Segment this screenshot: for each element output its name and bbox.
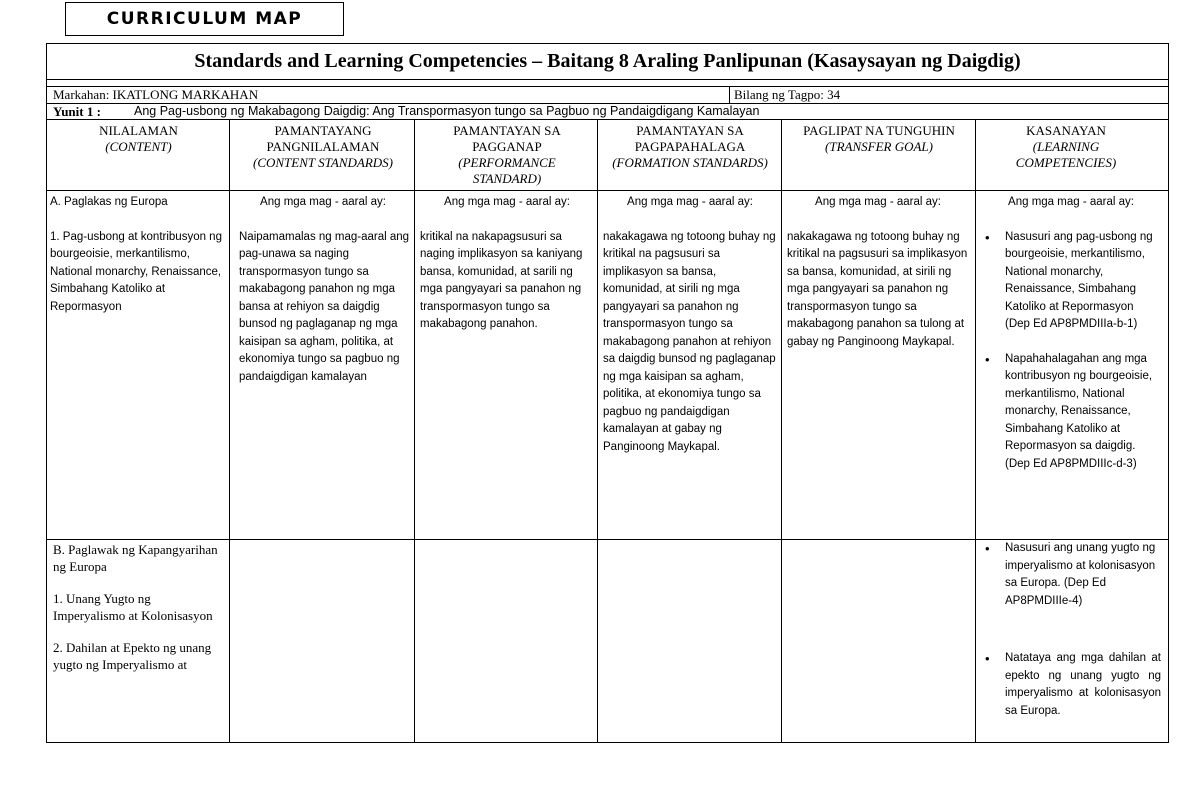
markahan-row (47, 87, 1168, 104)
header-competencies: KASANAYAN (LEARNING COMPETENCIES) (1015, 123, 1117, 170)
rowA-transfer-goal: Ang mga mag - aaral ay: nakakagawa ng totoong buhay ng kritikal na pagsusuri sa implikasyon sa bansa, komunidad, at sirili ng mga pangyayari sa panahon ng transpormasyon tungo sa makabagong panahon sa tulong at gabay ng Panginoong Maykapal. (787, 196, 968, 348)
rowA-content-standards: Ang mga mag - aaral ay: Naipamamalas ng mag-aaral ang pag-unawa sa naging transpormasyon tungo sa makabagong panahon ng mga bansa at rehiyon sa daigdig bunsod ng paglaganap ng mga kaisipan sa agham, politika, at ekonomiya tungo sa pagbuo ng pandaigdigan kamalayan (239, 196, 410, 383)
unit-row (47, 104, 1168, 120)
curriculum-table (46, 43, 1169, 743)
unit-label: Yunit 1 : (53, 104, 101, 119)
header-performance: PAMANTAYAN SA PAGGANAP (PERFORMANCE STANDARD) (453, 123, 561, 186)
competency-item: • Natataya ang mga dahilan at epekto ng unang yugto ng imperyalismo at kolonisasyon sa Europa. (981, 650, 1161, 720)
unit-title: Ang Pag-usbong ng Makabagong Daigdig: Ang Transpormasyon tungo sa Pagbuo ng Pandaigdigang Kamalayan (134, 104, 760, 118)
competency-item: • Nasusuri ang unang yugto ng imperyalismo at kolonisasyon sa Europa. (Dep Ed AP8PMDIIIe-4) (981, 540, 1161, 610)
competency-item: • Napahahalagahan ang mga kontribusyon ng bourgeoisie, merkantilismo, National monarchy, Renaissance, Simbahang Katoliko at Repormasyon sa daigdig. (Dep Ed AP8PMDIIIc-d-3) (981, 351, 1161, 474)
rowA-content: A. Paglakas ng Europa 1. Pag-usbong at kontribusyon ng bourgeoisie, merkantilismo, National monarchy, Renaissance, Simbahang Katoliko at Repormasyon (50, 196, 222, 313)
competency-item: • Nasusuri ang pag-usbong ng bourgeoisie, merkantilismo, National monarchy, Renaissance, Simbahang Katoliko at Repormasyon (Dep Ed AP8PMDIIIa-b-1) (981, 229, 1161, 334)
bilang-ng-tagpo: Bilang ng Tagpo: 34 (729, 87, 840, 103)
curriculum-map-badge: CURRICULUM MAP (65, 2, 344, 36)
rowB-competencies (981, 540, 1161, 720)
rowA-performance: Ang mga mag - aaral ay: kritikal na nakapagsusuri sa naging implikasyon sa kaniyang bansa, komunidad, at sarili ng mga pangyayari sa panahon ng transpormasyon tungo sa makabagong panahon. (420, 196, 583, 330)
markahan-label: Markahan: IKATLONG MARKAHAN (53, 87, 259, 102)
header-formation: PAMANTAYAN SA PAGPAPAHALAGA (FORMATION STANDARDS) (612, 123, 768, 170)
spacer-row (47, 80, 1168, 87)
table-title: Standards and Learning Competencies – Baitang 8 Araling Panlipunan (Kasaysayan ng Daigdig) (47, 44, 1168, 80)
header-transfer-goal: PAGLIPAT NA TUNGUHIN (TRANSFER GOAL) (803, 123, 955, 154)
header-rule (47, 190, 1168, 191)
header-content-standards: PAMANTAYANG PANGNILALAMAN (CONTENT STANDARDS) (252, 123, 393, 170)
rowA-formation: Ang mga mag - aaral ay: nakakagawa ng totoong buhay ng kritikal na pagsusuri sa implikasyon sa bansa, komunidad, at sirili ng mga pangyayari sa panahon ng transpormasyon tungo sa makabagong panahon at rehiyon sa daigdig bunsod ng paglaganap ng mga kaisipan sa agham, politika, at ekonomiya tungo sa pagbuo ng pandaigdigan kamalayan at gabay ng Panginoong Maykapal. (603, 196, 776, 453)
header-content: NILALAMAN (CONTENT) (99, 123, 178, 154)
rowB-content: B. Paglawak ng Kapangyarihan ng Europa 1. Unang Yugto ng Imperyalismo at Kolonisasyon 2. Dahilan at Epekto ng unang yugto ng Imperyalismo at (53, 542, 218, 672)
rowA-competencies: Ang mga mag - aaral ay: • Nasusuri ang pag-usbong ng bourgeoisie, merkantilismo, National monarchy, Renaissance, Simbahang Katoliko at Repormasyon (Dep Ed AP8PMDIIIa-b-1) • Napahahalagahan ang mga kontribusyon ng bourgeoisie, merkantilismo, National monarchy, Renaissance, Simbahang Katoliko at Repormasyon sa daigdig. (Dep Ed AP8PMDIIIc-d-3) (981, 194, 1161, 473)
